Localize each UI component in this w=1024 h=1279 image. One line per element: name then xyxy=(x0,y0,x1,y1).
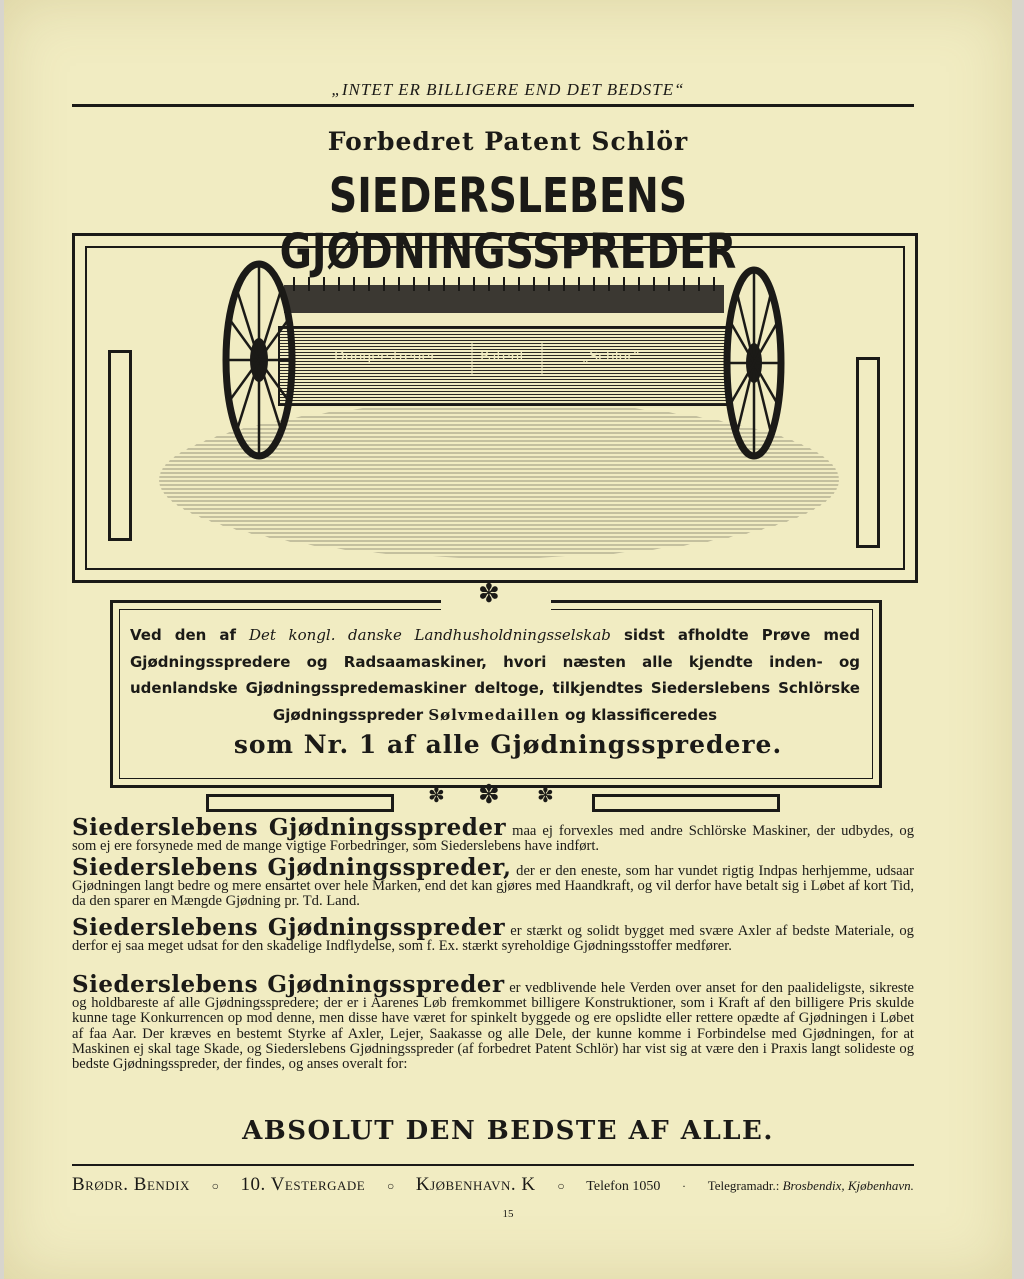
closing-slogan: ABSOLUT DEN BEDSTE AF ALLE. xyxy=(242,1116,774,1146)
paragraph-4 xyxy=(72,971,915,1073)
paragraph-4-body: er vedblivende hele Verden over anset for den paalideligste, sikreste og holdbareste af alle Gjødningsspredere; der er i Aarenes Løb fremkommet billigere Konstruktioner, som i Kraft af den billigere Pris skulde kunne tage Konkurrencen op mod denne, men disse have været for spinkelt byggede og ere opslidte eller rettere opædte af Gjødningen i Løbet af faa Aar. Der kræves en bestemt Styrke af Axler, Lejer, Saakasse og alle Dele, der kunne komme i Forbindelse med Gjødningen, for at Maskinen ej skal tage Skade, og Siederslebens Gjødningsspreder (af forbedret Patent Schlör) har vist sig at være den i Praxis langt solideste og bedste Gjødningsspreder, der findes, og anses overalt for: xyxy=(72,980,915,1073)
award-text-2: sidst afholdte Prøve med Gjødningsspredere og Radsaamaskiner, hvori næsten alle kjendte inden- og udenlandske Gjødningsspredemaskiner deltoge, tilkjendtes Siederslebens Schlörske Gjødningsspreder xyxy=(130,626,860,724)
label-duengerstreuer: Düngerstreuer xyxy=(334,349,436,365)
fertilizer-spreader-illustration xyxy=(154,255,844,565)
paragraph-2 xyxy=(72,854,914,910)
left-small-frame xyxy=(206,794,394,812)
footer: Brødr. Bendix ○ 10. Vestergade ○ Kjøbenhavn. K ○ Telefon 1050 · Telegramadr.: Brosbendix, Kjøbenhavn. xyxy=(72,1174,914,1195)
flower-ornament-small-left: ✽ xyxy=(428,785,445,807)
paragraph-3-head: Siederslebens Gjødningsspreder xyxy=(72,914,506,941)
flower-ornament-middle: ✽ xyxy=(478,780,500,809)
paragraph-2-body: der er den eneste, som har vundet rigtig Indpas herhjemme, udsaar Gjødningen langt bedre og mere ensartet over hele Marken, end det kan gjøres med Haandkraft, og vil derfor have betalt sig i Løbet af kort Tid, da den sparer en Mængde Gjødning pr. Td. Land. xyxy=(72,863,914,910)
flower-ornament-small-right: ✽ xyxy=(537,785,554,807)
medal-name: Sølvmedaillen xyxy=(428,705,560,724)
society-name: Det kongl. danske Landhusholdningsselskab xyxy=(249,626,611,644)
paragraph-2-head: Siederslebens Gjødningsspreder, xyxy=(72,854,512,881)
paragraph-1-body: maa ej forvexles med andre Schlörske Maskiner, der udbydes, og som ej ere forsynede med de mange vigtige Forbedringer, som Siederslebens have indført. xyxy=(72,823,914,855)
award-headline: som Nr. 1 af alle Gjødningsspredere. xyxy=(233,730,783,759)
right-small-frame xyxy=(592,794,780,812)
paragraph-1-head: Siederslebens Gjødningsspreder xyxy=(72,814,507,841)
street-address: 10. Vestergade xyxy=(240,1174,366,1195)
label-schloer: „Schlör“ xyxy=(582,349,641,365)
header-rule xyxy=(72,104,914,107)
footer-rule xyxy=(72,1164,914,1166)
page-number: 15 xyxy=(502,1208,514,1220)
city: Kjøbenhavn. K xyxy=(415,1174,536,1195)
right-ornament-bar xyxy=(856,357,880,548)
paragraph-3-body: er stærkt og solidt bygget med svære Axler af bedste Materiale, og derfor ej saa meget udsat for den skadelige Indflydelse, som f. Ex. stærkt syreholdige Gjødningsstoffer medfører. xyxy=(72,923,914,955)
telefon: Telefon 1050 xyxy=(586,1179,661,1194)
award-text-3: og klassificeredes xyxy=(565,705,718,724)
flower-ornament-top: ✽ xyxy=(478,579,500,608)
left-ornament-bar xyxy=(108,350,132,541)
motto: „INTET ER BILLIGERE END DET BEDSTE“ xyxy=(331,80,685,99)
paragraph-4-head: Siederslebens Gjødningsspreder xyxy=(72,971,505,998)
left-wheel xyxy=(226,264,292,456)
telegram-value: Brosbendix, Kjøbenhavn. xyxy=(782,1178,914,1193)
main-title: SIEDERSLEBENS GJØDNINGSSPREDER xyxy=(279,168,737,280)
award-text-1: Ved den af xyxy=(130,626,236,644)
telegram-label: Telegramadr.: xyxy=(707,1178,780,1193)
right-wheel xyxy=(727,270,781,456)
telegram-address xyxy=(708,1178,914,1194)
paragraph-1 xyxy=(72,814,914,855)
subtitle: Forbedret Patent Schlör xyxy=(327,127,689,156)
catalog-page xyxy=(4,0,1012,1279)
firm-name: Brødr. Bendix xyxy=(72,1174,190,1195)
paragraph-3 xyxy=(72,914,914,955)
award-text xyxy=(130,622,860,728)
label-patent: Patent xyxy=(480,349,525,365)
